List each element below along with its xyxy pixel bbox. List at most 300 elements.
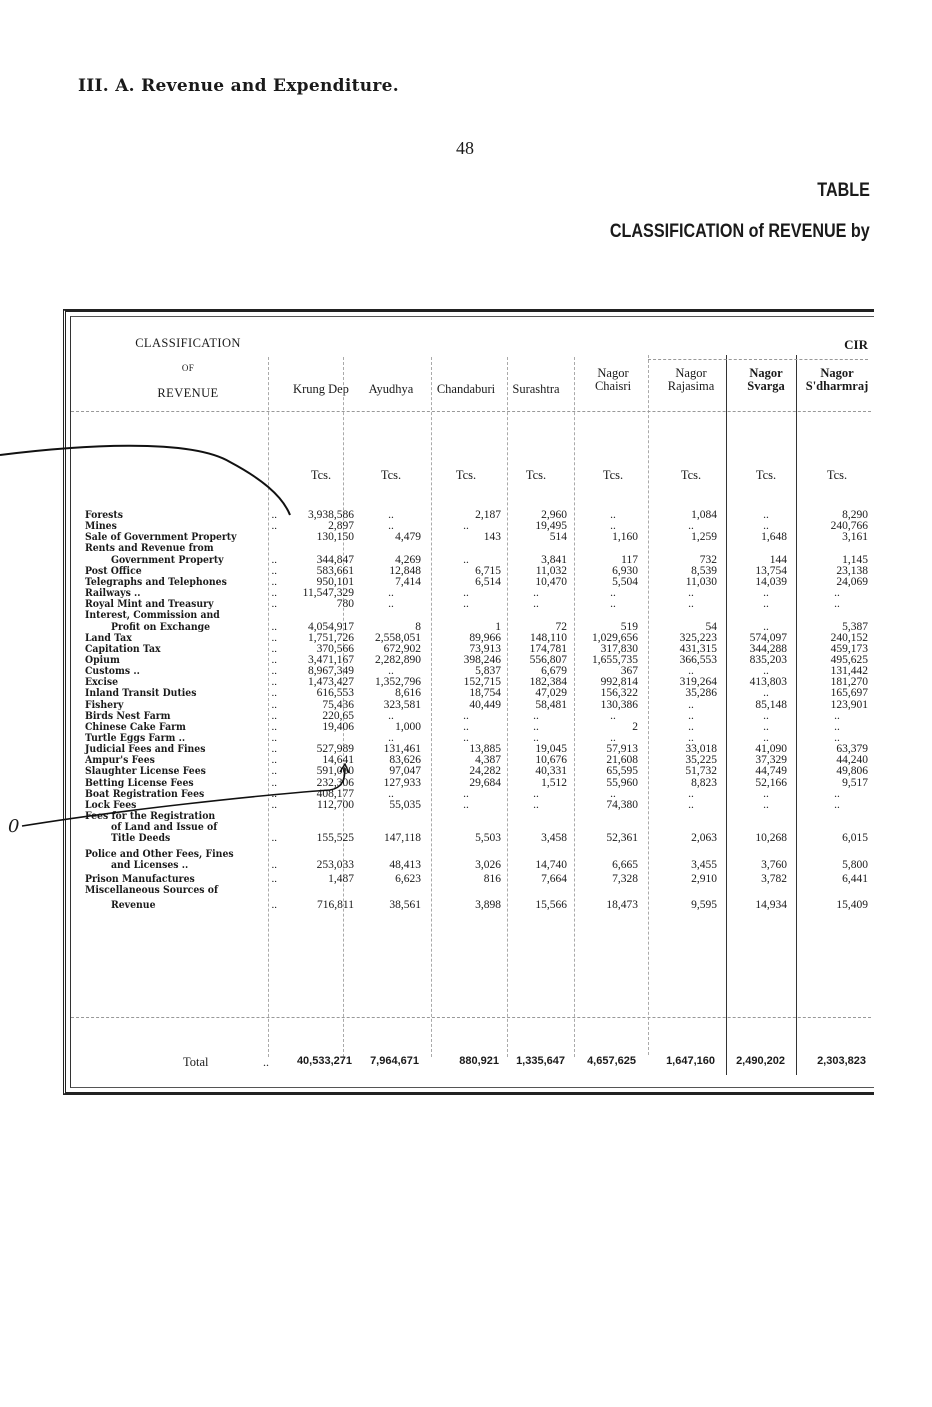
cell-value: 2,960 <box>541 509 567 521</box>
unit-label: Tcs. <box>525 468 547 482</box>
cell-value: .. <box>688 598 694 611</box>
row-label: Miscellaneous Sources of <box>85 883 219 896</box>
leader-dots: .. <box>271 798 277 811</box>
cell-value: .. <box>834 720 840 733</box>
cell-value: 3,841 <box>541 553 567 566</box>
cell-value: 130,150 <box>316 531 354 544</box>
row-label: Customs .. <box>85 665 140 678</box>
cell-value: 431,315 <box>679 642 717 655</box>
leader-dots: .. <box>271 754 277 767</box>
cell-value: 253,033 <box>316 858 354 871</box>
cell-value: 716,811 <box>317 899 354 912</box>
cell-value: 165,697 <box>830 687 868 700</box>
cell-value: 4,479 <box>395 531 421 544</box>
cell-value: 6,441 <box>842 872 868 885</box>
cell-value: .. <box>533 732 539 744</box>
cell-value: 408,177 <box>316 787 354 800</box>
cell-value: 835,203 <box>749 653 787 666</box>
cell-value: .. <box>763 620 769 633</box>
cell-value: 7,664 <box>541 872 567 885</box>
cell-value: 14,934 <box>755 899 787 912</box>
leader-dots: .. <box>271 653 277 666</box>
cell-value: 65,595 <box>606 765 638 778</box>
cell-value: 1,145 <box>842 553 868 566</box>
cell-value: .. <box>610 732 616 744</box>
table-title: CLASSIFICATION of REVENUE by <box>610 221 870 242</box>
row-label: Rents and Revenue from <box>85 542 214 555</box>
row-label: Turtle Eggs Farm .. <box>85 732 186 744</box>
row-label: Opium <box>85 653 120 666</box>
cell-value: 14,039 <box>755 575 787 588</box>
cell-value: 97,047 <box>389 765 421 778</box>
column-divider <box>648 355 649 1055</box>
row-label: Fees for the Registration <box>85 810 216 823</box>
cell-value: .. <box>463 787 469 800</box>
cell-value: .. <box>834 798 840 811</box>
cell-value: 123,901 <box>830 698 868 711</box>
classification-header <box>113 337 263 413</box>
cell-value: 156,322 <box>600 687 638 700</box>
cell-value: .. <box>388 587 394 600</box>
cell-value: 38,561 <box>389 899 421 912</box>
cell-value: 3,760 <box>761 858 787 871</box>
leader-dots: .. <box>271 642 277 655</box>
cell-value: .. <box>463 520 469 533</box>
cell-value: .. <box>688 587 694 600</box>
leader-dots: .. <box>271 553 277 566</box>
cell-value: .. <box>388 520 394 533</box>
cell-value: .. <box>688 698 694 711</box>
row-divider <box>71 411 871 412</box>
cell-value: 527,989 <box>316 743 354 756</box>
cell-value: .. <box>388 598 394 611</box>
section-heading: III. A. Revenue and Expenditure. <box>78 76 399 96</box>
cell-value: 131,461 <box>383 743 421 756</box>
cell-value: 182,384 <box>529 676 567 689</box>
cell-value: 1,000 <box>395 720 421 733</box>
cell-value: 4,054,917 <box>308 620 354 633</box>
total-value: 2,303,823 <box>817 1055 866 1067</box>
cell-value: .. <box>763 709 769 722</box>
cell-value: 14,641 <box>322 754 354 767</box>
cell-value: .. <box>388 732 394 744</box>
cell-value: .. <box>688 520 694 533</box>
cell-value: 1,084 <box>691 509 717 521</box>
cell-value: .. <box>533 720 539 733</box>
cell-value: .. <box>533 587 539 600</box>
cell-value: 19,045 <box>535 743 567 756</box>
cell-value: 556,807 <box>529 653 567 666</box>
cell-value: 4,387 <box>475 754 501 767</box>
cell-value: 5,503 <box>475 832 501 845</box>
cell-value: .. <box>388 787 394 800</box>
cell-value: .. <box>834 598 840 611</box>
cell-value: 19,406 <box>322 720 354 733</box>
total-value: 40,533,271 <box>296 1055 352 1067</box>
cell-value: 6,623 <box>395 872 421 885</box>
row-label: Inland Transit Duties <box>85 687 197 700</box>
cell-value: 9,595 <box>691 899 717 912</box>
total-value: 2,490,202 <box>736 1055 785 1067</box>
cell-value: 33,018 <box>685 743 717 756</box>
row-label: Ampur's Fees <box>85 754 155 767</box>
total-value: 1,335,647 <box>516 1055 565 1067</box>
column-header: Nagor Rajasima <box>667 366 715 393</box>
column-header: Chandaburi <box>436 382 496 396</box>
cell-value: 35,225 <box>685 754 717 767</box>
total-value: 4,657,625 <box>587 1055 636 1067</box>
cell-value: .. <box>610 520 616 533</box>
row-label: Railways .. <box>85 587 141 600</box>
cell-value: .. <box>533 787 539 800</box>
cell-value: 72 <box>555 620 567 633</box>
cell-value: 18,754 <box>469 687 501 700</box>
cell-value: 3,458 <box>541 832 567 845</box>
page-number: 48 <box>456 138 474 158</box>
cell-value: .. <box>610 709 616 722</box>
row-label: Chinese Cake Farm <box>85 720 186 733</box>
cell-value: 10,470 <box>535 575 567 588</box>
cell-value: 155,525 <box>316 832 354 845</box>
cell-value: .. <box>688 787 694 800</box>
cell-value: 2,063 <box>691 832 717 845</box>
cell-value: 1,259 <box>691 531 717 544</box>
cell-value: 117 <box>621 553 638 566</box>
cell-value: 240,152 <box>830 631 868 644</box>
cell-value: 2,187 <box>475 509 501 521</box>
row-label: Mines <box>85 520 117 533</box>
classification-header-line: REVENUE <box>157 385 219 400</box>
cell-value: 398,246 <box>463 653 501 666</box>
cell-value: 5,837 <box>475 665 501 678</box>
unit-label: Tcs. <box>680 468 702 482</box>
column-header: Nagor Svarga <box>747 366 785 393</box>
cell-value: 5,504 <box>612 575 638 588</box>
cell-value: .. <box>388 709 394 722</box>
cell-value: 325,223 <box>679 631 717 644</box>
cell-value: 131,442 <box>830 665 868 678</box>
cell-value: 8,290 <box>842 509 868 521</box>
group-header: CIR <box>844 337 868 352</box>
cell-value: 344,847 <box>316 553 354 566</box>
cell-value: 10,676 <box>535 754 567 767</box>
cell-value: 366,553 <box>679 653 717 666</box>
cell-value: 732 <box>699 553 717 566</box>
cell-value: 1,655,735 <box>592 653 638 666</box>
margin-note: 0 <box>8 816 20 837</box>
cell-value: 616,553 <box>316 687 354 700</box>
leader-dots: .. <box>271 665 277 678</box>
cell-value: 48,413 <box>389 858 421 871</box>
cell-value: 950,101 <box>316 575 354 588</box>
cell-value: 459,173 <box>830 642 868 655</box>
cell-value: 83,626 <box>389 754 421 767</box>
row-label: Lock Fees <box>85 798 137 811</box>
cell-value: 232,306 <box>316 776 354 789</box>
cell-value: 3,898 <box>475 899 501 912</box>
cell-value: 1,487 <box>328 872 354 885</box>
cell-value: 89,966 <box>469 631 501 644</box>
revenue-table <box>63 309 874 1095</box>
leader-dots: .. <box>271 720 277 733</box>
cell-value: 591,060 <box>316 765 354 778</box>
cell-value: 41,090 <box>755 743 787 756</box>
cell-value: 574,097 <box>749 631 787 644</box>
cell-value: .. <box>463 720 469 733</box>
cell-value: .. <box>463 598 469 611</box>
cell-value: 52,361 <box>606 832 638 845</box>
cell-value: 49,806 <box>836 765 868 778</box>
cell-value: 367 <box>620 665 638 678</box>
row-label: Sale of Government Property <box>85 531 237 544</box>
row-label: Telegraphs and Telephones <box>85 575 227 588</box>
cell-value: .. <box>763 665 769 678</box>
cell-value: 12,848 <box>389 564 421 577</box>
cell-value: 73,913 <box>469 642 501 655</box>
cell-value: 15,566 <box>535 899 567 912</box>
cell-value: .. <box>688 732 694 744</box>
cell-value: 6,715 <box>475 564 501 577</box>
leader-dots: .. <box>271 676 277 689</box>
cell-value: .. <box>688 720 694 733</box>
cell-value: 1 <box>495 620 501 633</box>
row-label: Police and Other Fees, Fines <box>85 847 234 860</box>
cell-value: 75,436 <box>322 698 354 711</box>
cell-value: 1,751,726 <box>308 631 354 644</box>
unit-label: Tcs. <box>380 468 402 482</box>
column-header: Nagor S'dharmraj <box>805 366 869 393</box>
total-row <box>71 1055 874 1071</box>
cell-value: 11,030 <box>685 575 717 588</box>
leader-dots: .. <box>271 732 277 744</box>
cell-value: .. <box>834 709 840 722</box>
cell-value: 5,800 <box>842 858 868 871</box>
cell-value: .. <box>834 587 840 600</box>
row-label: of Land and Issue of <box>111 821 218 834</box>
cell-value: 52,166 <box>755 776 787 789</box>
cell-value: 6,015 <box>842 832 868 845</box>
leader-dots: .. <box>271 709 277 722</box>
cell-value: 6,930 <box>612 564 638 577</box>
leader-dots: .. <box>271 765 277 778</box>
unit-label: Tcs. <box>455 468 477 482</box>
cell-value: 8,539 <box>691 564 717 577</box>
row-label: Land Tax <box>85 631 132 644</box>
cell-value: 8 <box>415 620 421 633</box>
cell-value: 3,161 <box>842 531 868 544</box>
leader-dots: .. <box>271 564 277 577</box>
cell-value: 1,352,796 <box>375 676 421 689</box>
row-label: Government Property <box>111 553 224 566</box>
unit-label: Tcs. <box>310 468 332 482</box>
leader-dots: .. <box>271 631 277 644</box>
row-label: Slaughter License Fees <box>85 765 206 778</box>
leader-dots: .. <box>271 509 277 521</box>
cell-value: 8,823 <box>691 776 717 789</box>
cell-value: 9,517 <box>842 776 868 789</box>
row-label: Birds Nest Farm <box>85 709 171 722</box>
cell-value: .. <box>763 520 769 533</box>
cell-value: .. <box>834 787 840 800</box>
cell-value: 112,700 <box>317 798 354 811</box>
unit-label: Tcs. <box>602 468 624 482</box>
cell-value: 3,938,586 <box>308 509 354 521</box>
cell-value: 143 <box>483 531 501 544</box>
row-label: Revenue <box>111 899 156 912</box>
cell-value: 514 <box>549 531 567 544</box>
cell-value: .. <box>688 665 694 678</box>
cell-value: 40,331 <box>535 765 567 778</box>
cell-value: 7,328 <box>612 872 638 885</box>
cell-value: 130,386 <box>600 698 638 711</box>
cell-value: 5,387 <box>842 620 868 633</box>
cell-value: .. <box>688 798 694 811</box>
cell-value: 24,282 <box>469 765 501 778</box>
leader-dots: .. <box>271 520 277 533</box>
leader-dots: .. <box>271 743 277 756</box>
classification-header-line: CLASSIFICATION <box>135 336 241 350</box>
cell-value: 2 <box>632 720 638 733</box>
cell-value: .. <box>463 587 469 600</box>
cell-value: 51,732 <box>685 765 717 778</box>
cell-value: 37,329 <box>755 754 787 767</box>
cell-value: 992,814 <box>600 676 638 689</box>
cell-value: 54 <box>705 620 717 633</box>
cell-value: 1,160 <box>612 531 638 544</box>
leader-dots: .. <box>271 587 277 600</box>
cell-value: .. <box>533 709 539 722</box>
cell-value: 58,481 <box>535 698 567 711</box>
total-value: 880,921 <box>459 1055 499 1067</box>
column-header: Ayudhya <box>368 382 414 396</box>
cell-value: .. <box>763 732 769 744</box>
cell-value: .. <box>610 598 616 611</box>
cell-value: .. <box>388 665 394 678</box>
column-header: Nagor Chaisri <box>594 366 632 393</box>
leader-dots: .. <box>271 776 277 789</box>
leader-dots: .. <box>263 1055 269 1069</box>
cell-value: 127,933 <box>383 776 421 789</box>
cell-value: 14,740 <box>535 858 567 871</box>
cell-value: .. <box>763 587 769 600</box>
row-label: Interest, Commission and <box>85 609 220 622</box>
cell-value: 240,766 <box>830 520 868 533</box>
cell-value: 3,471,167 <box>308 653 354 666</box>
cell-value: 7,414 <box>395 575 421 588</box>
column-header: Krung Dep <box>293 382 349 396</box>
cell-value: 10,268 <box>755 832 787 845</box>
cell-value: .. <box>388 509 394 521</box>
row-label: Excise <box>85 676 119 689</box>
row-label: Betting License Fees <box>85 776 194 789</box>
unit-label: Tcs. <box>826 468 848 482</box>
row-label: Judicial Fees and Fines <box>85 743 206 756</box>
cell-value: .. <box>763 598 769 611</box>
column-header: Surashtra <box>512 382 560 396</box>
cell-value: 148,110 <box>530 631 567 644</box>
cell-value: 63,379 <box>836 743 868 756</box>
cell-value: 19,495 <box>535 520 567 533</box>
cell-value: 24,069 <box>836 575 868 588</box>
cell-value: .. <box>763 720 769 733</box>
cell-value: 44,749 <box>755 765 787 778</box>
leader-dots: .. <box>271 858 277 871</box>
cell-value: 23,138 <box>836 564 868 577</box>
cell-value: 3,026 <box>475 858 501 871</box>
cell-value: 2,897 <box>328 520 354 533</box>
cell-value: .. <box>834 732 840 744</box>
cell-value: 55,035 <box>389 798 421 811</box>
cell-value: .. <box>763 687 769 700</box>
cell-value: 29,684 <box>469 776 501 789</box>
cell-value: 44,240 <box>836 754 868 767</box>
cell-value: 6,514 <box>475 575 501 588</box>
cell-value: 370,566 <box>316 642 354 655</box>
cell-value: 35,286 <box>685 687 717 700</box>
leader-dots: .. <box>271 698 277 711</box>
cell-value: 2,910 <box>691 872 717 885</box>
row-label: Boat Registration Fees <box>85 787 205 800</box>
cell-value: .. <box>763 509 769 521</box>
unit-label: Tcs. <box>755 468 777 482</box>
total-value: 1,647,160 <box>666 1055 715 1067</box>
cell-value: 11,547,329 <box>302 587 354 600</box>
cell-value: 583,661 <box>316 564 354 577</box>
row-label: Forests <box>85 509 123 521</box>
cell-value: 495,625 <box>830 653 868 666</box>
row-label: Royal Mint and Treasury <box>85 598 214 611</box>
leader-dots: .. <box>271 832 277 845</box>
cell-value: .. <box>763 787 769 800</box>
cell-value: .. <box>463 732 469 744</box>
cell-value: 13,754 <box>755 564 787 577</box>
cell-value: 6,665 <box>612 858 638 871</box>
leader-dots: .. <box>271 598 277 611</box>
row-label: Fishery <box>85 698 124 711</box>
table-label: TABLE <box>817 180 870 201</box>
cell-value: 220,65 <box>322 709 354 722</box>
cell-value: 2,282,890 <box>375 653 421 666</box>
row-divider <box>71 1017 871 1018</box>
cell-value: 816 <box>483 872 501 885</box>
row-label: and Licenses .. <box>111 858 189 871</box>
header-rule <box>648 359 868 360</box>
cell-value: .. <box>533 798 539 811</box>
cell-value: 85,148 <box>755 698 787 711</box>
cell-value: 3,782 <box>761 872 787 885</box>
cell-value: .. <box>610 509 616 521</box>
row-label: Profit on Exchange <box>111 620 211 633</box>
cell-value: 152,715 <box>463 676 501 689</box>
table-body <box>70 316 874 1088</box>
cell-value: 1,512 <box>541 776 567 789</box>
leader-dots: .. <box>271 787 277 800</box>
cell-value: 18,473 <box>606 899 638 912</box>
cell-value: 319,264 <box>679 676 717 689</box>
cell-value: .. <box>610 587 616 600</box>
classification-header-line: OF <box>181 362 195 373</box>
cell-value: 3,455 <box>691 858 717 871</box>
row-label: Title Deeds <box>111 832 171 845</box>
cell-value: .. <box>463 798 469 811</box>
total-label: Total <box>183 1055 209 1069</box>
leader-dots: .. <box>271 575 277 588</box>
cell-value: .. <box>463 553 469 566</box>
cell-value: 147,118 <box>384 832 421 845</box>
cell-value: 8,616 <box>395 687 421 700</box>
cell-value: 1,648 <box>761 531 787 544</box>
cell-value: .. <box>533 598 539 611</box>
